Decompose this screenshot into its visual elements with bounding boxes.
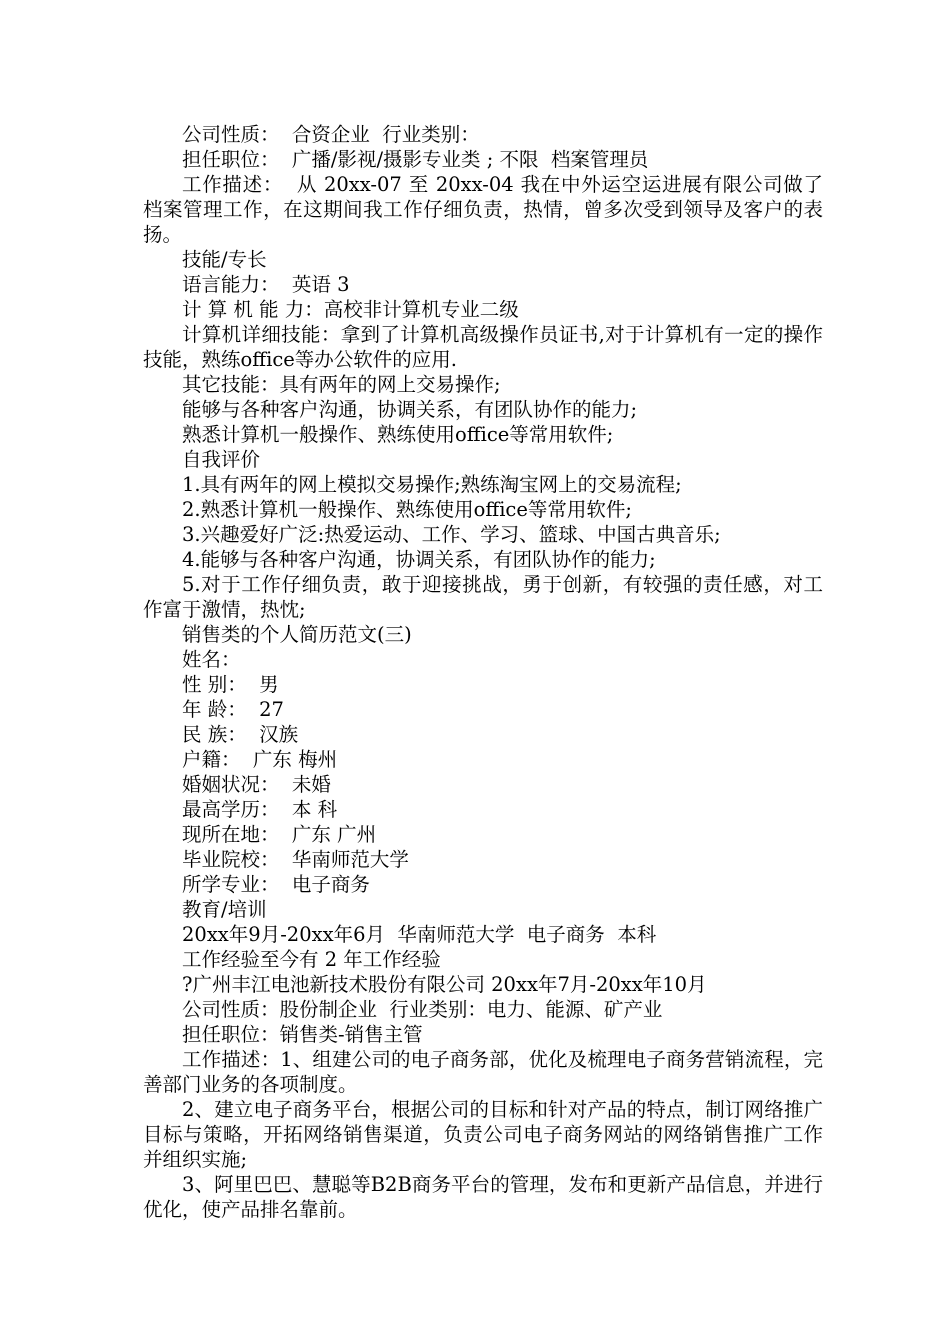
paragraph: 性 别： 男 xyxy=(182,673,279,696)
list-item: 5.对于工作仔细负责，敢于迎接挑战，勇于创新，有较强的责任感，对工作富于激情，热忱; xyxy=(143,573,823,621)
paragraph: 熟悉计算机一般操作、熟练使用office等常用软件; xyxy=(182,423,614,446)
paragraph: 担任职位： 广播/影视/摄影专业类 ; 不限 档案管理员 xyxy=(182,148,649,171)
section-heading: 技能/专长 xyxy=(182,248,267,271)
paragraph: 现所在地： 广东 广州 xyxy=(182,823,377,846)
paragraph: 2、建立电子商务平台，根据公司的目标和针对产品的特点，制订网络推广目标与策略，开拓网络销售渠道，负责公司电子商务网站的网络销售推广工作并组织实施; xyxy=(143,1098,823,1171)
paragraph: 年 龄： 27 xyxy=(182,698,284,721)
paragraph: 最高学历： 本 科 xyxy=(182,798,338,821)
paragraph: 计算机详细技能：拿到了计算机高级操作员证书,对于计算机有一定的操作技能，熟练office等办公软件的应用. xyxy=(143,323,823,371)
list-item: 4.能够与各种客户沟通，协调关系，有团队协作的能力; xyxy=(182,548,656,571)
paragraph: 能够与各种客户沟通，协调关系，有团队协作的能力; xyxy=(182,398,638,421)
paragraph: 工作描述：1、组建公司的电子商务部，优化及梳理电子商务营销流程，完善部门业务的各项制度。 xyxy=(143,1048,823,1096)
paragraph: 姓名： xyxy=(182,648,241,671)
paragraph: 公司性质：股份制企业 行业类别：电力、能源、矿产业 xyxy=(182,998,663,1021)
paragraph: 公司性质： 合资企业 行业类别： xyxy=(182,123,480,146)
list-item: 3.兴趣爱好广泛:热爱运动、工作、学习、篮球、中国古典音乐; xyxy=(182,523,721,546)
paragraph: 户籍： 广东 梅州 xyxy=(182,748,338,771)
section-heading: 自我评价 xyxy=(182,448,261,471)
section-heading: 教育/培训 xyxy=(182,898,267,921)
list-item: 2.熟悉计算机一般操作、熟练使用office等常用软件; xyxy=(182,498,632,521)
paragraph: 其它技能：具有两年的网上交易操作; xyxy=(182,373,501,396)
paragraph: 20xx年9月-20xx年6月 华南师范大学 电子商务 本科 xyxy=(182,923,657,946)
document-body xyxy=(143,122,823,1222)
paragraph: 担任职位：销售类-销售主管 xyxy=(182,1023,423,1046)
paragraph: 语言能力： 英语 3 xyxy=(182,273,350,296)
list-item: 1.具有两年的网上模拟交易操作;熟练淘宝网上的交易流程; xyxy=(182,473,682,496)
section-title: 销售类的个人简历范文(三) xyxy=(182,623,412,646)
paragraph: 所学专业： 电子商务 xyxy=(182,873,370,896)
paragraph: 民 族： 汉族 xyxy=(182,723,299,746)
paragraph: 计 算 机 能 力：高校非计算机专业二级 xyxy=(182,298,519,321)
paragraph: ?广州丰江电池新技术股份有限公司 20xx年7月-20xx年10月 xyxy=(182,973,707,996)
paragraph: 工作描述： 从 20xx-07 至 20xx-04 我在中外运空运进展有限公司做了档案管理工作，在这期间我工作仔细负责，热情，曾多次受到领导及客户的表扬。 xyxy=(143,173,823,246)
paragraph: 3、阿里巴巴、慧聪等B2B商务平台的管理，发布和更新产品信息，并进行优化，使产品排名靠前。 xyxy=(143,1173,823,1221)
paragraph: 工作经验至今有 2 年工作经验 xyxy=(182,948,441,971)
paragraph: 婚姻状况： 未婚 xyxy=(182,773,331,796)
paragraph: 毕业院校： 华南师范大学 xyxy=(182,848,409,871)
